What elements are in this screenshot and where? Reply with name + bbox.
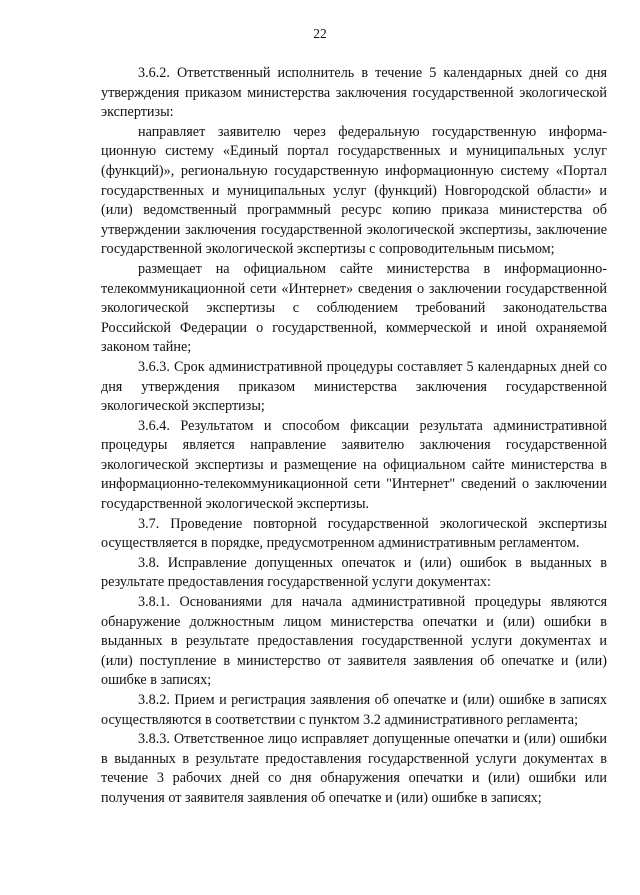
paragraph-3-6-4: 3.6.4. Результатом и способом фиксации результата административной процедуры является направление заявителю заключения государственной экологической экспертизы и размещение на официальном сайте министерства в информационно-телекоммуникационной сети "Интернет" сведений о заключении государственной экологической экспертизы. <box>101 417 607 513</box>
paragraph-3-8: 3.8. Исправление допущенных опечаток и (или) ошибок в выданных в результате предоставления государственной услуги документах: <box>101 554 607 591</box>
paragraph-3-7: 3.7. Проведение повторной государственной экологической экспертизы осуществляется в порядке, предусмотренном административным регламентом. <box>101 515 607 552</box>
page-number: 22 <box>313 26 327 41</box>
paragraph-publish-on-site: размещает на официальном сайте министерства в информационно-телекоммуникационной сети «Интернет» сведения о заключении государственной экологической экспертизы с соблюдением требований законодательства Российской Федерации о государственной, коммерческой и иной охраняемой законом тайне; <box>101 260 607 356</box>
paragraph-3-8-3: 3.8.3. Ответственное лицо исправляет допущенные опечатки и (или) ошибки в выданных в результате предоставления государственной услуги документах в течение 3 рабочих дней со дня обнаружения опечатки и (или) ошибки или получения от заявителя заявления об опечатке и (или) ошибке в записях; <box>101 731 607 806</box>
paragraph-3-6-2: 3.6.2. Ответственный исполнитель в течение 5 календарных дней со дня утверждения приказом министерства заключения государственной экологической экспертизы: <box>101 65 607 121</box>
paragraph-send-to-applicant: направляет заявителю через федеральную государственную информационную систему «Единый портал государственных и муниципальных услуг (функций)», региональную государственную информационную систему «Портал государственных и муниципальных услуг (функций) Новгородской области» и (или) ведомственный программный ресурс копию приказа министерства об утверждении заключения государственной экологической экспертизы, заключение государственной экологической экспертизы с сопроводительным письмом; <box>101 123 607 258</box>
paragraph-3-8-1: 3.8.1. Основаниями для начала административной процедуры являются обнаружение должностным лицом министерства опечатки и (или) ошибки в выданных в результате предоставления государственной услуги документах и (или) поступление в министерство от заявителя заявления об опечатке и (или) ошибке в записях; <box>101 594 607 689</box>
paragraph-3-8-2: 3.8.2. Прием и регистрация заявления об опечатке и (или) ошибке в записях осуществляются в соответствии с пунктом 3.2 административного регламента; <box>101 692 607 728</box>
paragraph-3-6-3: 3.6.3. Срок административной процедуры составляет 5 календарных дней со дня утверждения приказом министерства заключения государственной экологической экспертизы; <box>101 358 607 415</box>
document-body <box>101 64 607 809</box>
